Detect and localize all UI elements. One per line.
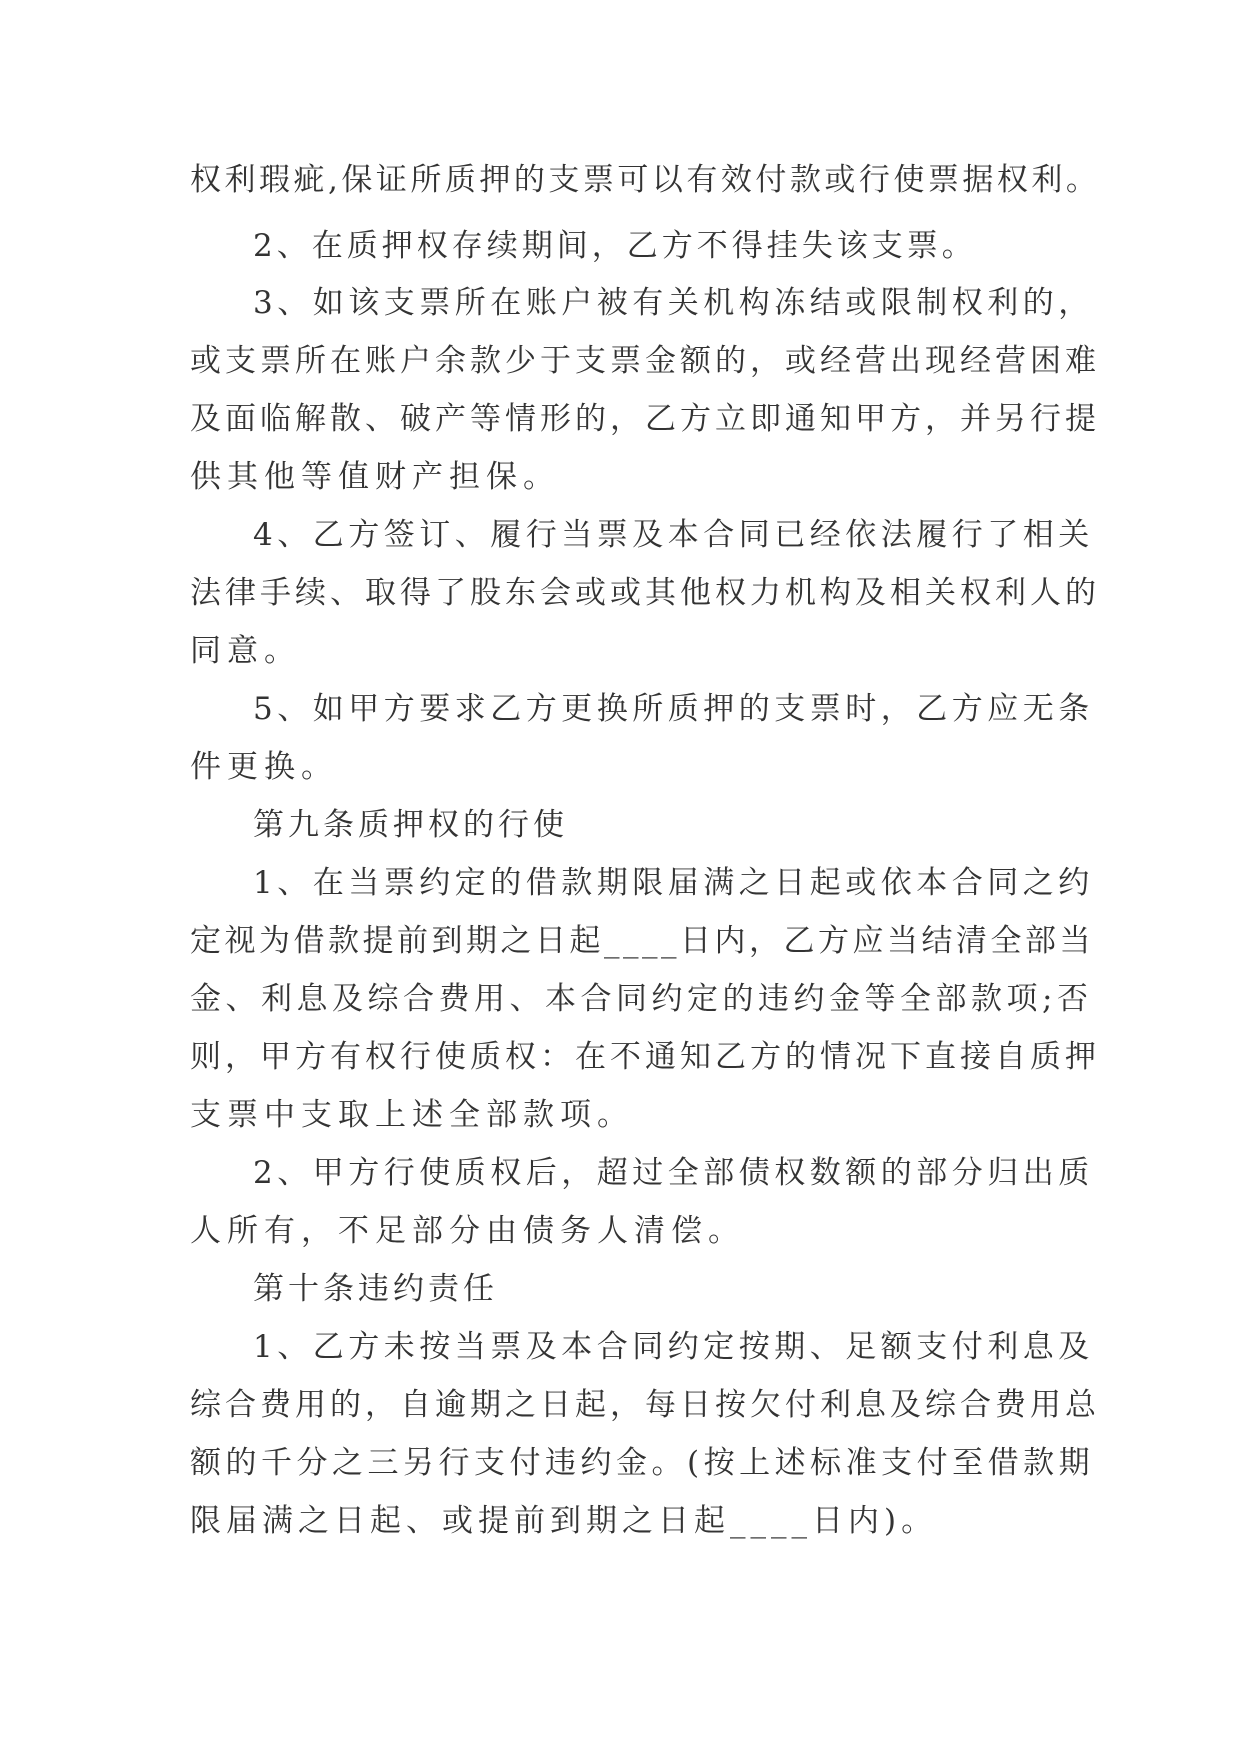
text-line: 供其他等值财产担保。 [190,459,560,495]
text-line: 1、在当票约定的借款期限届满之日起或依本合同之约 [253,865,1094,901]
text-line: 3、如该支票所在账户被有关机构冻结或限制权利的， [253,285,1094,321]
text-line: 限届满之日起、或提前到期之日起____日内)。 [190,1503,938,1539]
text-line: 额的千分之三另行支付违约金。(按上述标准支付至借款期 [190,1445,1095,1481]
text-line: 4、乙方签订、履行当票及本合同已经依法履行了相关 [253,517,1094,553]
text-line: 1、乙方未按当票及本合同约定按期、足额支付利息及 [253,1329,1094,1365]
text-line: 金、利息及综合费用、本合同约定的违约金等全部款项;否 [190,981,1093,1017]
text-line: 人所有，不足部分由债务人清偿。 [190,1213,745,1249]
text-line: 综合费用的，自逾期之日起，每日按欠付利息及综合费用总 [190,1387,1100,1423]
text-line: 2、在质押权存续期间，乙方不得挂失该支票。 [253,228,977,264]
text-line: 2、甲方行使质权后，超过全部债权数额的部分归出质 [253,1155,1094,1191]
text-line: 及面临解散、破产等情形的，乙方立即通知甲方，并另行提 [190,401,1100,437]
text-line: 或支票所在账户余款少于支票金额的，或经营出现经营困难 [190,343,1100,379]
text-line: 权利瑕疵,保证所质押的支票可以有效付款或行使票据权利。 [190,162,1101,198]
text-line: 法律手续、取得了股东会或或其他权力机构及相关权利人的 [190,575,1100,611]
text-line: 同意。 [190,633,301,669]
text-line: 件更换。 [190,749,338,785]
section-heading: 第九条质押权的行使 [253,807,568,843]
section-heading: 第十条违约责任 [253,1271,498,1307]
text-line: 则，甲方有权行使质权：在不通知乙方的情况下直接自质押 [190,1039,1100,1075]
text-line: 支票中支取上述全部款项。 [190,1097,634,1133]
text-line: 定视为借款提前到期之日起____日内，乙方应当结清全部当 [190,923,1094,959]
text-line: 5、如甲方要求乙方更换所质押的支票时，乙方应无条 [253,691,1094,727]
